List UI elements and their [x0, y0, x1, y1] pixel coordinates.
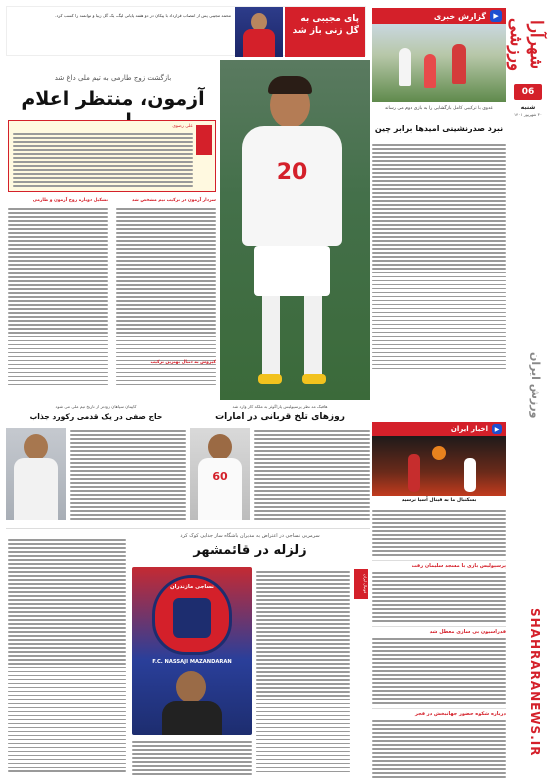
coach-body — [162, 701, 222, 735]
mid-left-headline: حاج صفی در یک قدمی رکورد جذاب — [29, 412, 163, 421]
lead-text — [13, 131, 193, 191]
persian-box-header — [372, 422, 506, 436]
basketball-caption: بسکتبال ما به فینال آسیا نرسید — [401, 498, 477, 503]
persian-box-label: اخبار ایران — [450, 425, 488, 433]
subhead-2: کیروش به دنبال بهترین ترکیب — [150, 360, 216, 365]
bottom-headline: زلزله در قائمشهر — [193, 543, 307, 558]
report-caption: عدوی با ترکیبی کامل بازگشایی را به بازی دوم می رساند — [384, 106, 494, 111]
persian-item-title-2: درباره شکوه حضور جهانبخش در فجر — [372, 708, 506, 717]
lead-box — [8, 120, 216, 192]
player-head — [24, 434, 48, 460]
report-headline: نبرد صدرنشینی امیدها برابر چین — [374, 124, 504, 133]
persian-item-title-0: پرسپولیس بازی با مسجد سلیمان رفت — [372, 560, 506, 569]
player-leg — [304, 296, 322, 376]
mid-left-story — [6, 404, 186, 524]
player-figure — [452, 44, 466, 84]
top-teaser[interactable] — [6, 6, 366, 56]
subhead-1: تشکیل دوباره زوج آزمون و طارمی — [32, 198, 108, 203]
brand-logo — [506, 10, 546, 80]
report-box-label: گزارش خبری — [433, 11, 486, 21]
report-body-text — [372, 142, 506, 432]
mid-right-story — [190, 404, 370, 524]
bottom-col-mid — [132, 739, 252, 775]
main-kicker: بازگشت زوج طارمی به تیم ملی داغ شد — [54, 74, 172, 82]
club-name-fa: نساجی مازندران — [170, 584, 214, 590]
player-boot — [258, 374, 282, 384]
right-column — [372, 8, 506, 778]
mid-right-headline: روزهای تلخ قربانی در امارات — [215, 412, 345, 422]
mid-left-kicker: کاپیتان سپاهان زودتر از تاریخ تیم ملی می شود — [55, 404, 137, 409]
ball-icon — [432, 446, 446, 460]
main-photo — [220, 60, 370, 400]
mid-left-text — [70, 428, 186, 520]
teaser-player-photo — [235, 7, 283, 57]
report-box-header — [372, 8, 506, 24]
masthead-strip — [506, 0, 550, 782]
brand-name: شهرآرا ورزشی — [506, 18, 546, 72]
mid-right-kicker: هافبک مد نظر پرسپولیس پاراگوئر به ملکه کار وارد شد — [232, 404, 328, 409]
subhead-0: سردار آزمون در ترکیب تیم مشخص شد — [132, 198, 216, 203]
player-jersey — [198, 458, 242, 520]
player-figure — [408, 454, 420, 492]
main-col-2 — [8, 206, 108, 396]
player-leg — [262, 296, 280, 376]
jersey-number: 60 — [212, 470, 228, 483]
player-body — [243, 29, 275, 57]
persian-body-2 — [372, 570, 506, 622]
issue-badge: 06 — [514, 84, 542, 100]
club-name-en: F.C. NASSAJI MAZANDARAN — [152, 659, 232, 665]
main-story — [6, 60, 370, 400]
persian-body-3 — [372, 636, 506, 704]
crest-inner — [173, 598, 211, 638]
player-hair — [268, 76, 312, 94]
jersey-number: 20 — [276, 160, 308, 185]
issue-date: ۳۰ شهریور ۱۴۰۱ — [514, 112, 542, 117]
bottom-kicker: سرمربی نساجی در اعتراض به مدیران باشگاه ساز جدایی کوک کرد — [180, 533, 320, 539]
teaser-title-box: پای مجیبی به گل زنی باز شد — [285, 7, 365, 57]
main-col-1 — [116, 206, 216, 396]
news-icon: ▶ — [492, 424, 502, 434]
player-jersey — [14, 458, 58, 520]
lead-badge — [196, 125, 212, 155]
lead-author: علی رضوی — [172, 124, 193, 129]
player-boot — [302, 374, 326, 384]
bottom-col-right — [256, 569, 350, 775]
website-vertical[interactable]: SHAHRARANEWS.IR — [528, 608, 542, 757]
club-crest — [152, 575, 232, 655]
persian-body-1 — [372, 508, 506, 556]
player-shorts — [254, 246, 330, 296]
mid-left-photo — [6, 428, 66, 520]
bottom-col-left — [8, 537, 126, 775]
coach-head — [176, 671, 206, 703]
section-vertical-title: ورزش ایران — [529, 351, 542, 419]
persian-body-4 — [372, 718, 506, 778]
nassaji-photo — [132, 567, 252, 735]
bottom-story — [6, 528, 370, 778]
persian-item-title-1: فدراسیون بی سازی معطل شد — [372, 626, 506, 635]
main-headline-text: آزمون، منتظر اعلام — [21, 88, 205, 110]
player-jersey — [242, 126, 342, 246]
mid-right-text — [254, 428, 370, 520]
issue-day: شنبه — [520, 104, 536, 111]
player-figure — [399, 48, 411, 86]
basketball-photo — [372, 436, 506, 496]
report-photo — [372, 24, 506, 102]
player-head — [208, 434, 232, 460]
mid-right-photo — [190, 428, 250, 520]
player-figure — [424, 54, 436, 88]
report-icon: ▶ — [490, 10, 502, 22]
player-figure — [464, 458, 476, 492]
bottom-box-badge: فوتبال ایران — [354, 569, 368, 599]
teaser-body: محمد مجیبی پس از انتصاب قرارداد با پیکان در دو هفته پایانی لیگ، یک گل زیبا و توانمند را کسب کرد. — [55, 13, 231, 18]
